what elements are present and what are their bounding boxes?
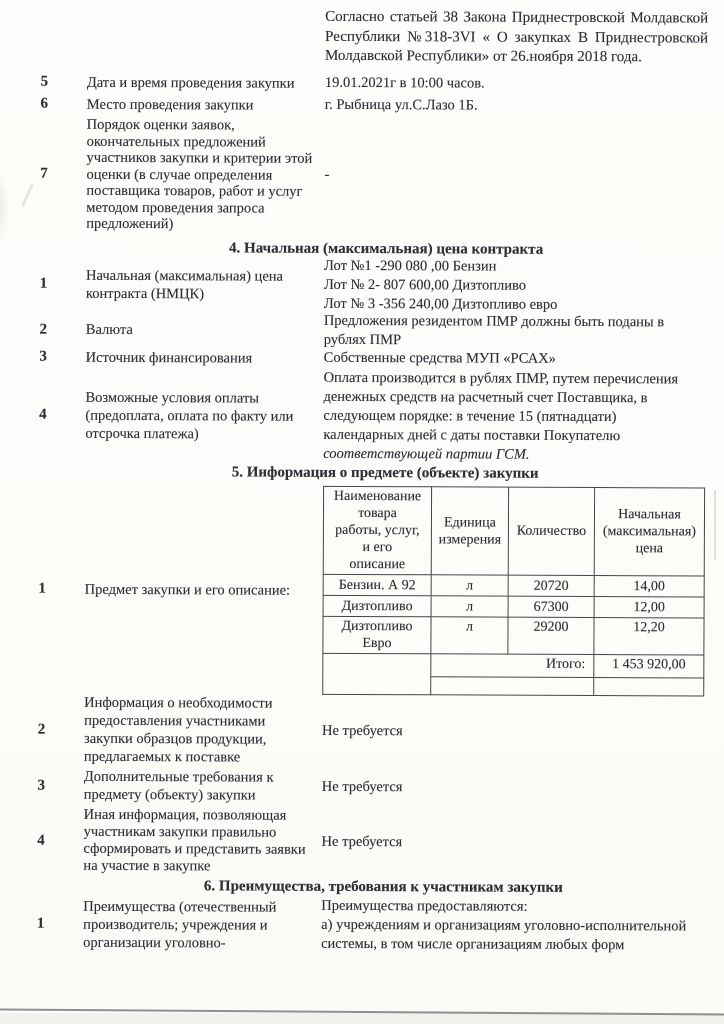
- item-unit: л: [431, 617, 508, 654]
- total-empty-cell: [323, 653, 431, 694]
- row-number: 7: [40, 165, 48, 182]
- table-header-row: [323, 486, 704, 576]
- table-row: [323, 574, 704, 597]
- row-value: [323, 369, 712, 466]
- row-6: [2, 94, 714, 116]
- table-header-qty: Количество: [508, 487, 594, 575]
- section4-row-2: [1, 310, 713, 351]
- row-number: 3: [37, 777, 46, 794]
- row-label: Место проведения закупки: [86, 96, 254, 114]
- row-value: Не требуется: [321, 833, 403, 850]
- section4-row-4: [0, 367, 712, 465]
- row-label: Предмет закупки и его описание:: [84, 581, 291, 599]
- row-number: 4: [37, 832, 45, 849]
- row-number: 4: [39, 406, 47, 423]
- scan-smudge: [0, 170, 10, 244]
- row-label: Преимущества (отечественный производитель; учреждения и организации уголовно-: [83, 898, 277, 951]
- intro-paragraph: Согласно статьей 38 Закона Приднестровской Молдавской Республики №318-3VI « О закупках В Приднестровской Молдавской Республики» от 26.ноября 2018 года.: [324, 8, 709, 66]
- row-value: Не требуется: [321, 778, 403, 795]
- item-price: 12,20: [594, 618, 704, 655]
- row-number: 1: [36, 915, 45, 932]
- item-qty: 67300: [508, 596, 594, 617]
- table-total-row: [323, 653, 704, 678]
- table-header-unit: Единица измерения: [431, 487, 508, 575]
- section-5-heading: 5. Информация о предмете (объекте) закупки: [231, 464, 539, 482]
- payment-terms-text: Оплата производится в рублях ПМР, путем перечисления денежных средств на расчетный счет Поставщика, в следующем порядке: в течение 15 (пятнадцати) календарных дней с даты поставки Покупателю: [323, 369, 679, 445]
- section-6-heading: 6. Преимущества, требования к участникам закупки: [203, 878, 563, 896]
- scan-smudge: [714, 490, 716, 560]
- item-qty: 20720: [508, 575, 594, 596]
- item-qty: 29200: [508, 617, 594, 654]
- row-value: 19.01.2021г в 10:00 часов.: [324, 74, 485, 92]
- section5-row-2: [0, 693, 711, 768]
- row-value: -: [324, 167, 330, 184]
- table-header-price: Начальная (максимальная) цена: [594, 488, 704, 576]
- table-row: [323, 616, 704, 655]
- section6-row-1: [0, 895, 710, 955]
- section5-row-1: [0, 484, 712, 683]
- item-price: 12,00: [594, 597, 704, 618]
- table-row: [323, 595, 704, 618]
- row-label: Источник финансирования: [85, 349, 253, 367]
- section5-row-3: [0, 767, 711, 806]
- row-label: Иная информация, позволяющая участникам закупки правильно сформировать и представить заявки на участие в закупке: [83, 806, 306, 875]
- payment-terms-italic: соответствующей партии ГСМ.: [323, 445, 530, 463]
- row-value: Лот №1 -290 080 ,00 Бензин Лот № 2- 807 600,00 Дизтопливо Лот № 3 -356 240,00 Дизтопливо евро: [323, 257, 558, 313]
- item-unit: л: [431, 596, 508, 617]
- row-label: Валюта: [85, 321, 133, 338]
- row-value: Предложения резидентом ПМР должны быть поданы в рублях ПМР: [323, 312, 665, 349]
- row-label: Начальная (максимальная) цена контракта (НМЦК): [85, 267, 284, 302]
- row-label: Дата и время проведения закупки: [86, 74, 295, 92]
- section4-row-3: [1, 347, 713, 369]
- section5-row-4: [0, 806, 711, 877]
- items-table: [322, 486, 705, 697]
- items-table-wrap: [322, 486, 712, 697]
- total-label: Итого:: [431, 654, 594, 678]
- row-label: Информация о необходимости предоставления участниками закупки образцов продукции, предлагаемых к поставке: [83, 694, 273, 766]
- section4-row-1: [1, 255, 713, 315]
- item-name: Дизтопливо: [323, 595, 431, 616]
- row-number: 1: [39, 275, 48, 292]
- table-header-name: Наименование товара работы, услуг, и его описание: [323, 486, 431, 574]
- row-number: 1: [38, 580, 46, 597]
- row-number: 5: [40, 73, 49, 90]
- row-value: г. Рыбница ул.С.Лазо 1Б.: [324, 96, 478, 114]
- row-label: Порядок оценки заявок, окончательных предложений участников закупки и критерии этой оценки (в случае определения поставщика товаров, работ и услуг методом проведения запроса предложений): [86, 116, 313, 233]
- row-number: 3: [39, 348, 47, 365]
- row-value: Не требуется: [322, 722, 403, 739]
- row-number: 2: [37, 721, 46, 738]
- item-price: 14,00: [594, 576, 704, 597]
- row-label: Возможные условия оплаты (предоплата, оплата по факту или отсрочка платежа): [85, 389, 294, 442]
- row-number: 6: [40, 95, 49, 112]
- item-name: Дизтопливо Евро: [323, 616, 431, 653]
- section-4-heading: 4. Начальная (максимальная) цена контракта: [229, 240, 544, 258]
- item-name: Бензин. А 92: [323, 574, 431, 595]
- row-value: Собственные средства МУП «РСАХ»: [323, 349, 556, 367]
- row-7: [1, 116, 713, 235]
- row-label: Дополнительные требования к предмету (объекту) закупки: [83, 768, 274, 804]
- row-value: Преимущества предоставляются: а) учреждениям и организациям уголовно-исполнительной системы, в том числе организациям любых форм: [321, 897, 687, 954]
- item-unit: л: [431, 575, 508, 596]
- row-number: 2: [39, 321, 48, 338]
- row-5: [2, 72, 714, 94]
- total-value: 1 453 920,00: [594, 655, 704, 678]
